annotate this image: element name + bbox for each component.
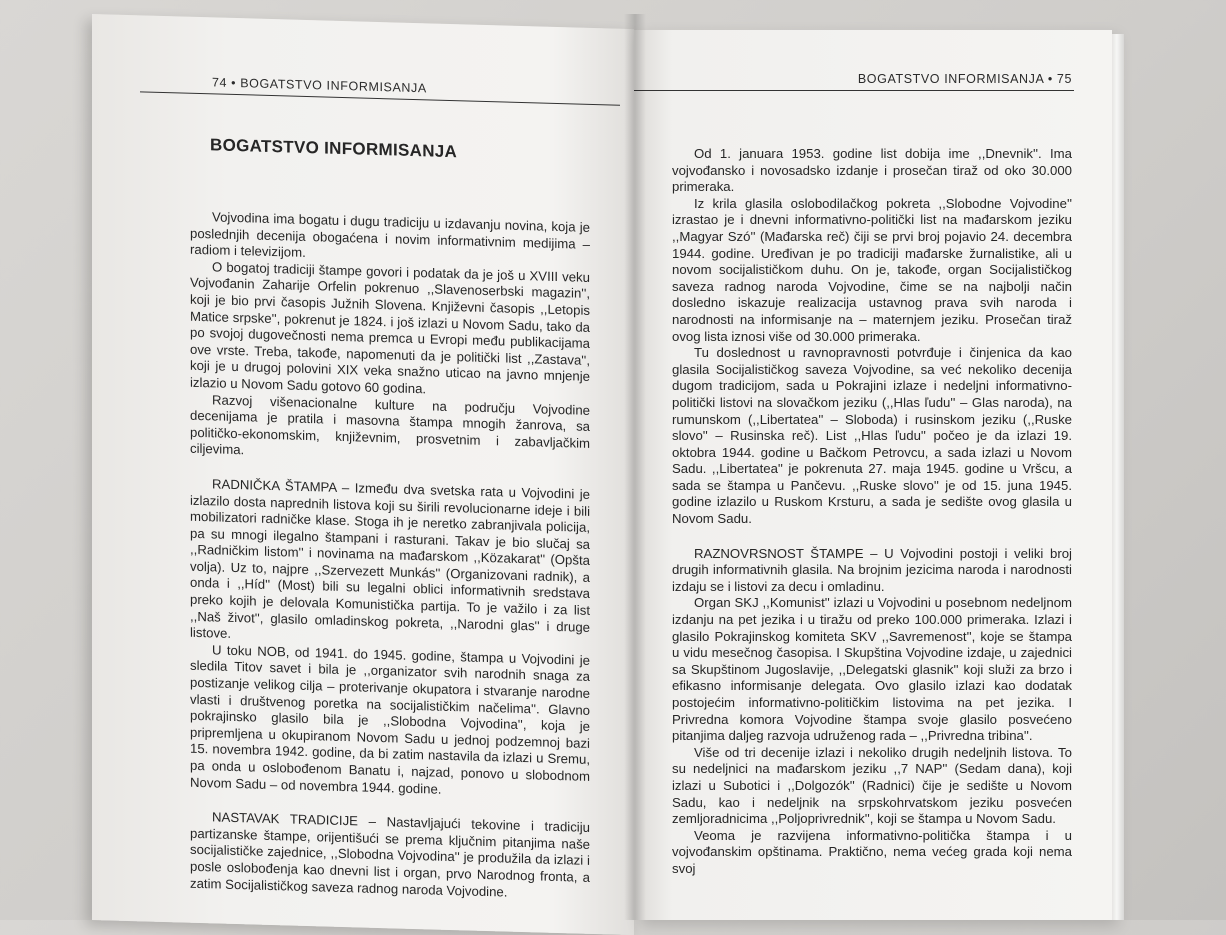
paragraph: O bogatoj tradiciji štampe govori i podatak da je još u XVIII veku Vojvođanin Zaharije Orfelin pokrenuo ,,Slavenoserbski magazin'', koji je bio prvi časopis Južnih Slovena. Književni časopis ,,Letopis Matice srpske'', pokrenut je 1824. i još izlazi u Novom Sadu, tako da po svojoj dugovečnosti nema premca u Evropi među publikacijama ove vrste. Treba, takođe, napomenuti da je politički list ,,Zastava'', koji je u drugoj polovini XIX veka snažno uticao na javno mnjenje izlazio u Novom Sadu gotovo 60 godina. (190, 259, 590, 397)
paragraph: Više od tri decenije izlazi i nekoliko drugih nedeljnih listova. To su nedeljnici na mađarskom jeziku ,,7 NAP'' (Sedam dana), koji izlazi u Subotici i ,,Dolgozók'' (Radnici) čije je sedište u Novom Sadu, kao i nedeljnik na srpskohrvatskom jeziku posvećen zemljoradnicima ,,Poljoprivrednik'', koji se štampa u Novom Sadu. (672, 744, 1072, 827)
page-stack-edge (1112, 34, 1124, 920)
right-page (634, 30, 1112, 920)
book-gutter (624, 14, 646, 920)
left-page (92, 14, 634, 935)
paragraph: U toku NOB, od 1941. do 1945. godine, štampa u Vojvodini je sledila Titov savet i bila je ,,organizator svih narodnih snaga za postizanje velikog cilja – proterivanje okupatora i stvaranje narodne vlasti i društvenog poretka na socijalističkim načelima''. Glavno pokrajinsko glasilo bila je ,,Slobodna Vojvodina'', koja je pripremljena u okupiranom Novom Sadu u jednoj podzemnoj bazi 15. novembra 1942. godine, da bi zatim nastavila da izlazi u Sremu, pa onda u oslobođenom Banatu i, najzad, ponovo u slobodnom Novom Sadu – od novembra 1944. godine. (190, 642, 590, 797)
paragraph: Veoma je razvijena informativno-politička štampa i u vojvođanskim opštinama. Praktično, nema većeg grada koji nema svoj (672, 827, 1072, 876)
paragraph: Organ SKJ ,,Komunist'' izlazi u Vojvodini u posebnom nedeljnom izdanju na pet jezika i u tiražu od preko 100.000 primeraka. Izlazi i glasilo Pokrajinskog komiteta SKV ,,Savremenost'', koje se štampa u vidu mesečnog časopisa. I Skupština Vojvodine izdaje, u zajednici sa Skupštinom Jugoslavije, ,,Delegatski glasnik'' koji služi za brzo i efikasno informisanje delegata. Ovo glasilo izlazi kao dodatak postojećim informativno-političkim listovima na pet jezika. I Privredna komora Vojvodine štampa svoje glasilo posvećeno pitanjima daljeg razvoja udruženog rada – ,,Privredna tribina''. (672, 595, 1072, 744)
left-page-body (190, 209, 590, 903)
paragraph: Od 1. januara 1953. godine list dobija ime ,,Dnevnik''. Ima vojvođansko i novosadsko izdanje i prosečan tiraž od oko 30.000 primeraka. (672, 146, 1072, 195)
paragraph: Razvoj višenacionalne kulture na području Vojvodine decenijama je pratila i masovna štampa mnogih žanrova, sa političko-ekonomskim, književnim, prosvetnim i zabavljačkim ciljevima. (190, 391, 590, 458)
running-head-left: 74 • BOGATSTVO INFORMISANJA (212, 75, 427, 96)
paragraph: Iz krila glasila oslobodilačkog pokreta ,,Slobodne Vojvodine'' izrastao je i dnevni informativno-politički list na mađarskom jeziku ,,Magyar Szó'' (Mađarska reč) čiji se prvi broj pojavio 24. decembra 1944. godine. Uređivan je po tradiciji mađarske žurnalistike, ali u novom socijalističkom duhu. On je, takođe, organ Socijalističkog saveza radnog naroda Vojvodine, čime se na najbolji način dosledno iskazuje realizacija ustavnog prava svih naroda i narodnosti na informisanje na – maternjem jeziku. Prosečan tiraž ovog lista iznosi više od 30.000 primeraka. (672, 195, 1072, 344)
paragraph: RAZNOVRSNOST ŠTAMPE – U Vojvodini postoji i veliki broj drugih informativnih glasila. Na brojnim jezicima naroda i narodnosti izdaju se i listovi za decu i omladinu. (672, 545, 1072, 594)
open-book (92, 14, 1172, 920)
paragraph: Vojvodina ima bogatu i dugu tradiciju u izdavanju novina, koja je poslednjih decenija obogaćena i novim informativnim medijima – radiom i televizijom. (190, 209, 590, 261)
paragraph: NASTAVAK TRADICIJE – Nastavljajući tekovine i tradiciju partizanske štampe, orijentišući se prema ključnim pitanjima naše socijalističke zajednice, ,,Slobodna Vojvodina'' je produžila da izlazi i posle oslobođenja kao dnevni list i organ, prvo Narodnog fronta, a zatim Socijalističkog saveza radnog naroda Vojvodine. (190, 809, 590, 900)
chapter-title: BOGATSTVO INFORMISANJA (210, 135, 458, 162)
paragraph: RADNIČKA ŠTAMPA – Između dva svetska rata u Vojvodini je izlazilo dosta naprednih listova koji su širili revolucionarne ideje i bili mobilizatori radničke klase. Stoga ih je neretko zabranjivala policija, pa su mnogi ilegalno štampani i rasturani. Takav je bio slučaj sa ,,Radničkim listom'' i novinama na mađarskom ,,Közakarat'' (Opšta volja). Uz to, najpre ,,Szervezett Munkás'' (Organizovani radnik), a onda i ,,Híd'' (Most) bili su legalni oblici informativnih sredstava preko kojih je delovala Komunistička partija. To je važilo i za list ,,Naš život'', glasilo omladinskog pokreta, ,,Narodni glas'' i druge listove. (190, 476, 590, 642)
running-head-right: BOGATSTVO INFORMISANJA • 75 (857, 72, 1072, 86)
header-rule-right (634, 90, 1074, 91)
paragraph: Tu doslednost u ravnopravnosti potvrđuje i činjenica da kao glasila Socijalističkog saveza Vojvodine, sa već nekoliko decenija dugom tradicijom, sada u Pokrajini izlaze i nedeljni informativno-politički listovi na slovačkom jeziku (,,Hlas ľudu'' – Glas naroda), na rumunskom (,,Libertatea'' – Sloboda) i rusinskom jeziku (,,Ruske slovo'' – Rusinska reč). List ,,Hlas ľudu'' počeo je da izlazi 19. oktobra 1944. godine u Bačkom Petrovcu, a sada izlazi u Novom Sadu. ,,Libertatea'' je pokrenuta 27. maja 1945. godine u Vršcu, a sada se štampa u Pančevu. ,,Ruske slovo'' je od 15. juna 1945. godine izlazilo u Ruskom Krsturu, a sada je sedište ovog glasila u Novom Sadu. (672, 345, 1072, 527)
right-page-body (672, 146, 1072, 878)
